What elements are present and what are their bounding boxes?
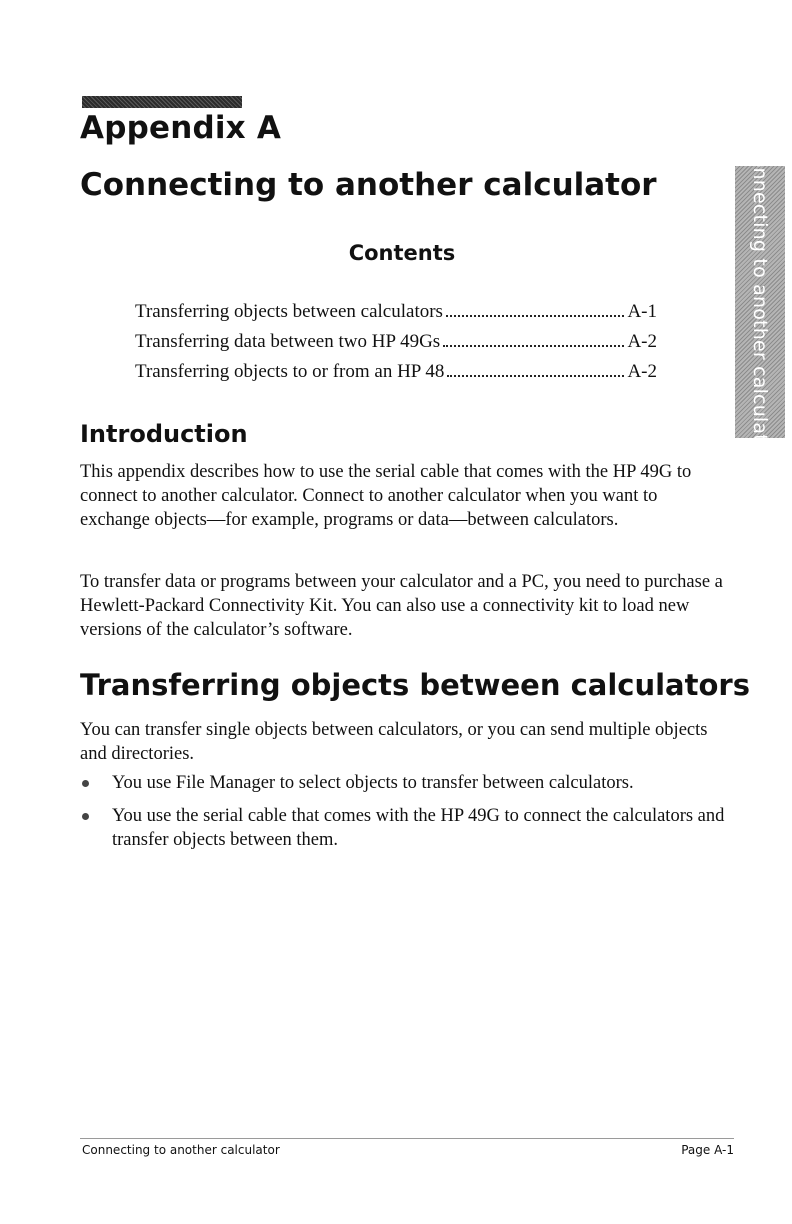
appendix-marker-bar — [82, 96, 242, 108]
toc-entry-page: A-2 — [627, 331, 657, 352]
contents-heading: Contents — [348, 241, 456, 265]
introduction-paragraph: To transfer data or programs between your calculator and a PC, you need to purchase a Hewlett-Packard Connectivity Kit. You can also use a connectivity kit to load new versions of the calculator’s software. — [80, 572, 723, 640]
toc-leader-dots — [443, 345, 624, 347]
transferring-heading: Transferring objects between calculators — [80, 668, 750, 702]
toc-entry-title: Transferring data between two HP 49Gs — [135, 331, 441, 352]
introduction-paragraph: This appendix describes how to use the serial cable that comes with the HP 49G to connect to another calculator. Connect to another calculator when you want to exchange objects—for example, programs or data—between calculators. — [80, 462, 692, 530]
transferring-bullet-list — [80, 771, 730, 861]
side-tab-label: Connecting to another calculator — [749, 142, 771, 462]
toc-entry-title: Transferring objects between calculators — [135, 301, 443, 322]
appendix-title: Appendix A — [80, 110, 282, 146]
bullet-item — [80, 771, 730, 795]
introduction-heading: Introduction — [80, 420, 248, 448]
toc-entry-title: Transferring objects to or from an HP 48 — [135, 361, 445, 382]
side-thumb-tab — [735, 142, 785, 462]
bullet-item — [80, 804, 730, 852]
bullet-dot-icon — [82, 780, 89, 787]
footer-page-number: Page A-1 — [681, 1143, 734, 1157]
transferring-paragraph: You can transfer single objects between calculators, or you can send multiple objects and directories. — [80, 720, 708, 764]
bullet-text: You use the serial cable that comes with the HP 49G to connect the calculators and transfer objects between them. — [112, 806, 725, 850]
table-of-contents — [135, 298, 657, 388]
toc-entry[interactable] — [135, 358, 657, 388]
bullet-dot-icon — [82, 813, 89, 820]
toc-entry-page: A-2 — [627, 361, 657, 382]
toc-entry[interactable] — [135, 328, 657, 358]
toc-leader-dots — [447, 375, 624, 377]
toc-entry[interactable] — [135, 298, 657, 328]
bullet-text: You use File Manager to select objects to transfer between calculators. — [112, 773, 634, 793]
toc-entry-page: A-1 — [627, 301, 657, 322]
chapter-title: Connecting to another calculator — [80, 167, 657, 203]
footer-divider — [80, 1138, 734, 1139]
toc-leader-dots — [446, 315, 624, 317]
footer-chapter-name: Connecting to another calculator — [82, 1143, 280, 1157]
